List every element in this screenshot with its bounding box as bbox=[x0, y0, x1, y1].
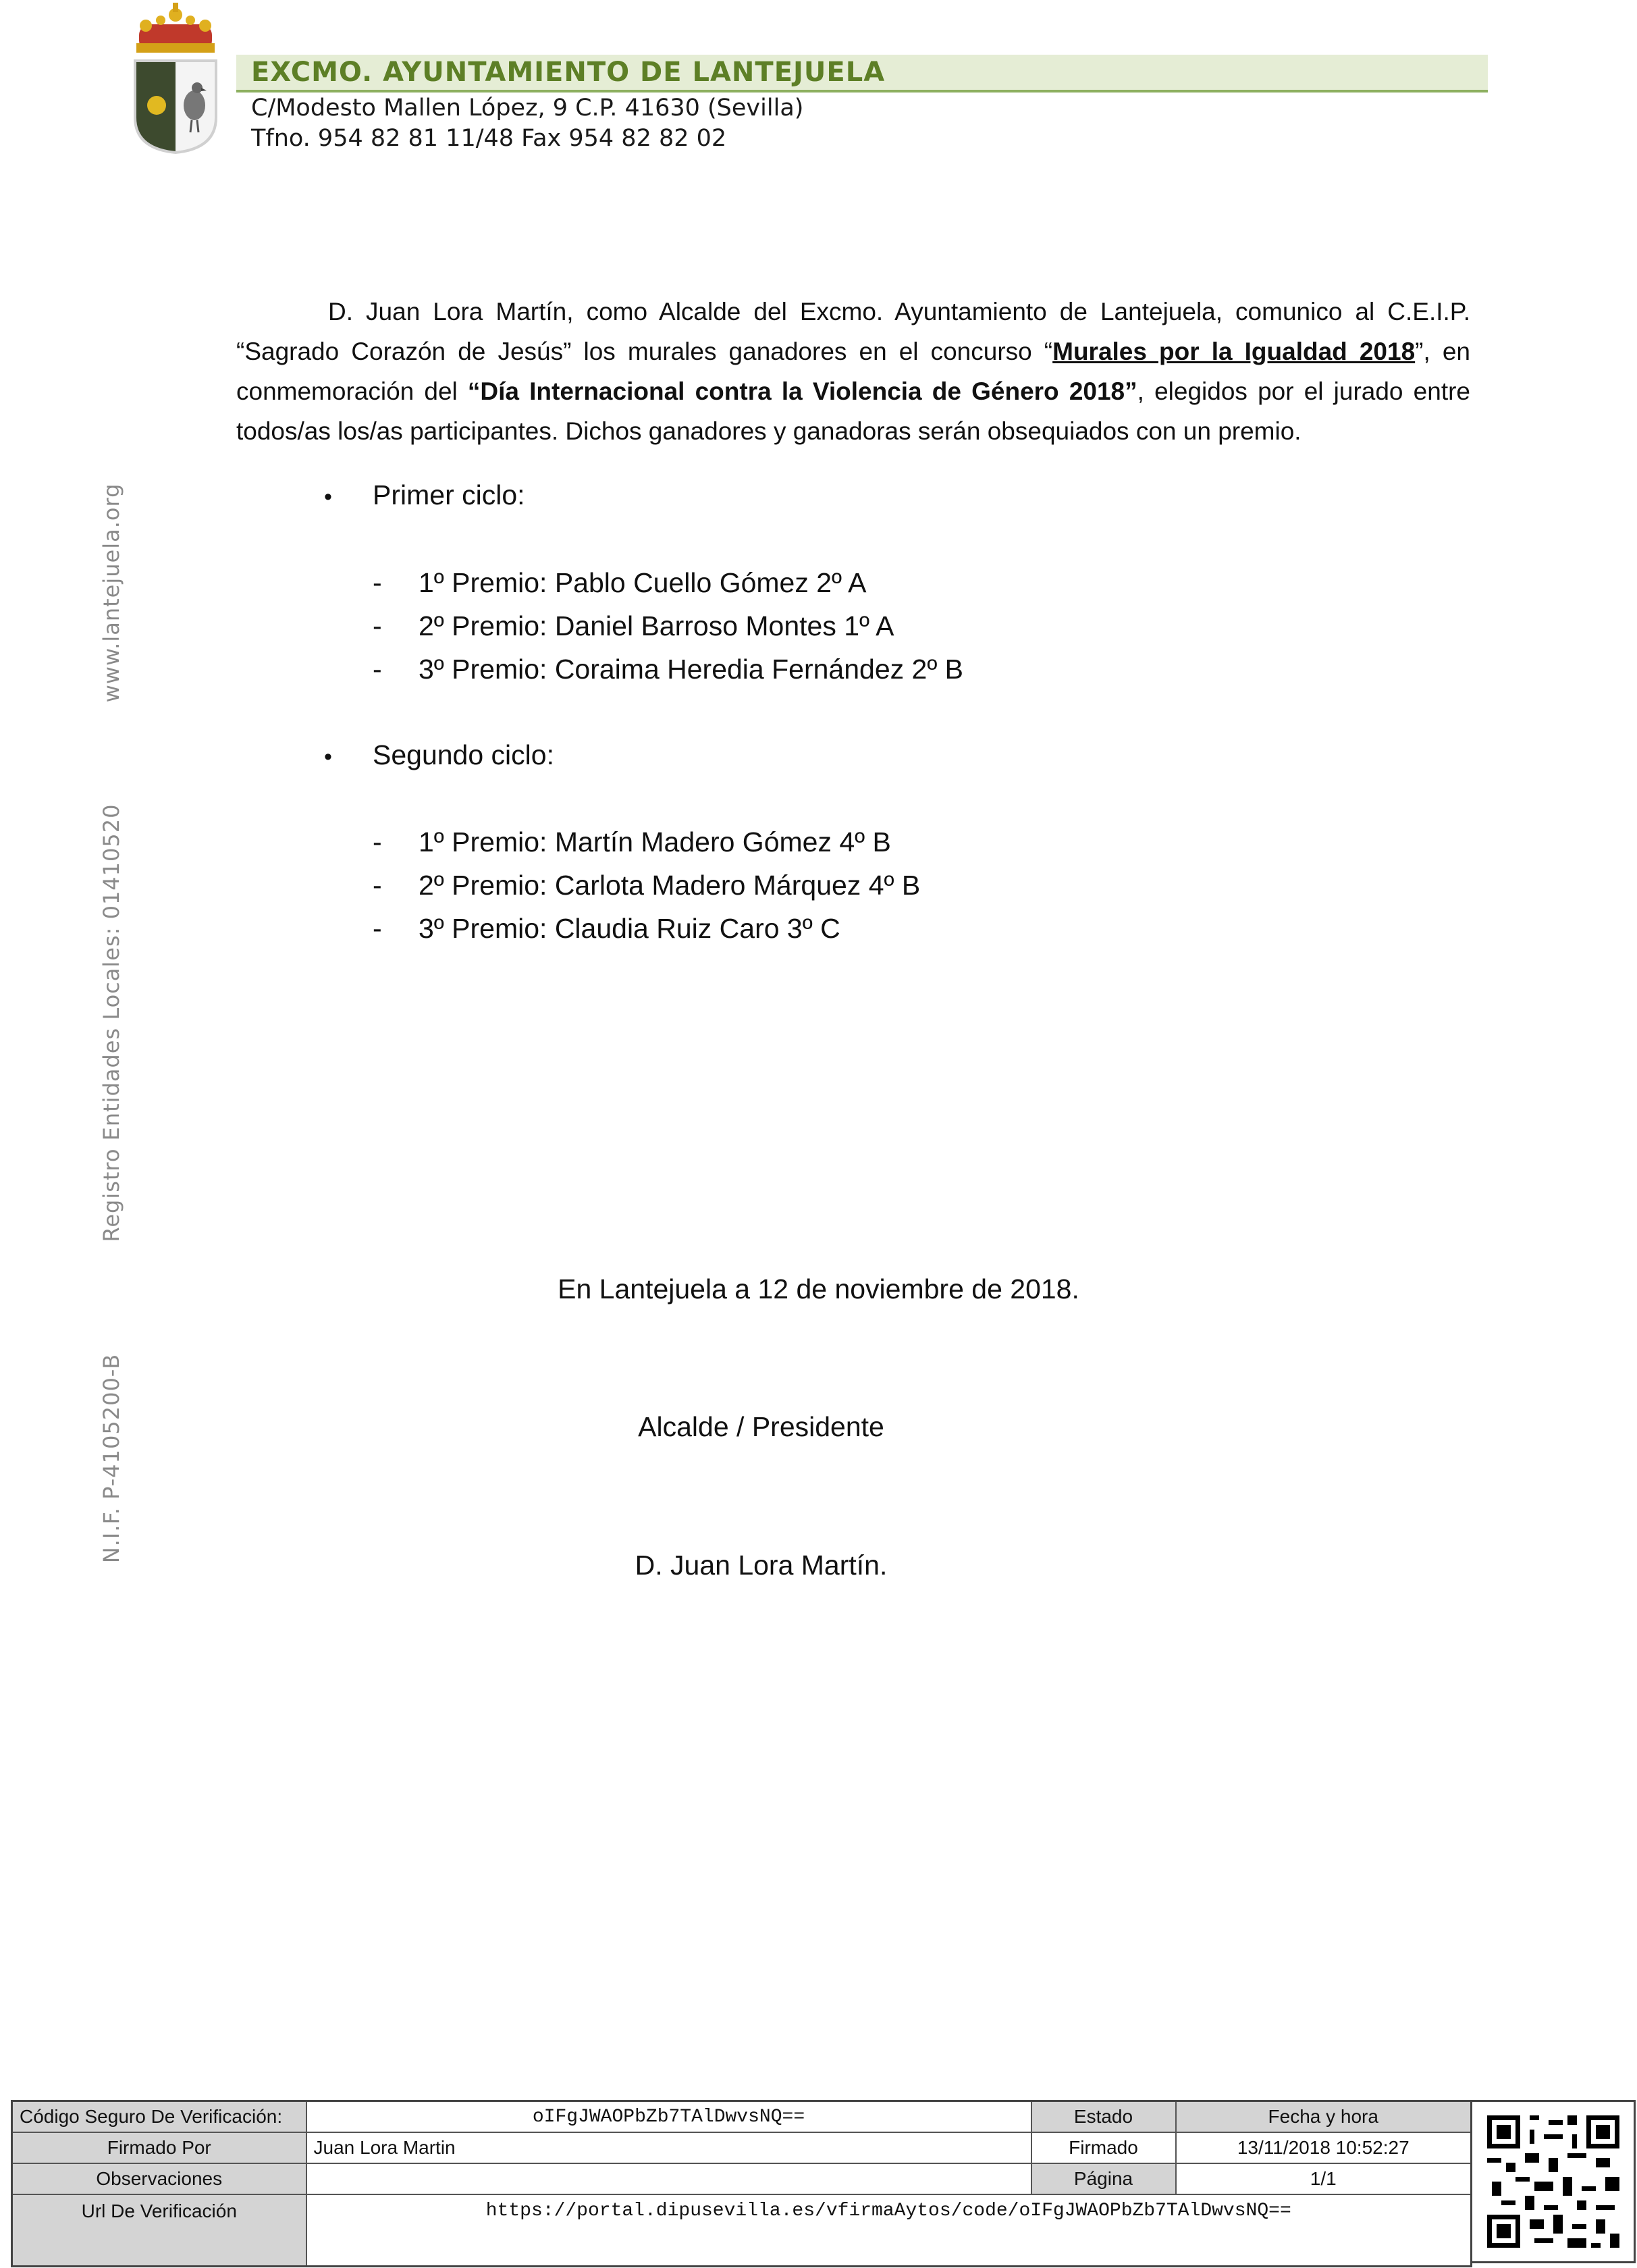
prize-text: 1º Premio: Pablo Cuello Gómez 2º A bbox=[419, 567, 867, 598]
prize-item bbox=[373, 654, 963, 685]
coat-of-arms-icon bbox=[130, 3, 221, 155]
website-vertical-text: www.lantejuela.org bbox=[99, 483, 124, 703]
status-label: Estado bbox=[1031, 2101, 1176, 2133]
code-label: Código Seguro De Verificación: bbox=[12, 2101, 306, 2133]
verification-url[interactable]: https://portal.dipusevilla.es/vfirmaAytos/code/oIFgJWAOPbZb7TAlDwvsNQ== bbox=[306, 2194, 1472, 2267]
datetime-label: Fecha y hora bbox=[1176, 2101, 1472, 2133]
intro-text-3: , elegidos por el jurado entre todos/as los/as participantes. Dichos ganadores y ganadoras serán obsequiados con un premio. bbox=[236, 377, 1471, 445]
prize-text: 2º Premio: Daniel Barroso Montes 1º A bbox=[419, 610, 894, 641]
prize-text: 2º Premio: Carlota Madero Márquez 4º B bbox=[419, 870, 921, 901]
prize-item bbox=[373, 567, 867, 599]
signer-role: Alcalde / Presidente bbox=[638, 1411, 884, 1442]
cycle-title: Segundo ciclo: bbox=[373, 739, 554, 770]
table-row bbox=[12, 2163, 1472, 2194]
registry-vertical-text: Registro Entidades Locales: 01410520 bbox=[99, 803, 124, 1242]
intro-paragraph bbox=[236, 292, 1470, 451]
table-row bbox=[12, 2132, 1472, 2163]
cycle-title: Primer ciclo: bbox=[373, 479, 525, 510]
table-row bbox=[12, 2194, 1472, 2267]
signature-verification-table bbox=[11, 2100, 1472, 2267]
dash-marker: - bbox=[373, 567, 382, 598]
qr-code-icon bbox=[1470, 2100, 1636, 2263]
code-value: oIFgJWAOPbZb7TAlDwvsNQ== bbox=[306, 2101, 1031, 2133]
observations-value bbox=[306, 2163, 1031, 2194]
datetime-value: 13/11/2018 10:52:27 bbox=[1176, 2132, 1472, 2163]
page-label: Página bbox=[1031, 2163, 1176, 2194]
page-value: 1/1 bbox=[1176, 2163, 1472, 2194]
url-label: Url De Verificación bbox=[12, 2194, 306, 2267]
prize-text: 1º Premio: Martín Madero Gómez 4º B bbox=[419, 826, 891, 858]
bullet-icon: • bbox=[324, 744, 332, 770]
signed-by-value: Juan Lora Martin bbox=[306, 2132, 1031, 2163]
prize-item bbox=[373, 610, 894, 642]
commemoration-name: “Día Internacional contra la Violencia de Género 2018” bbox=[467, 377, 1137, 405]
cycle-heading bbox=[324, 479, 525, 511]
dash-marker: - bbox=[373, 654, 382, 685]
address-line: C/Modesto Mallen López, 9 C.P. 41630 (Sevilla) bbox=[251, 95, 804, 122]
signed-by-label: Firmado Por bbox=[12, 2132, 306, 2163]
organization-title: EXCMO. AYUNTAMIENTO DE LANTEJUELA bbox=[251, 57, 886, 88]
prize-item bbox=[373, 826, 891, 858]
signer-name: D. Juan Lora Martín. bbox=[635, 1550, 888, 1581]
intro-text-1: D. Juan Lora Martín, como Alcalde del Excmo. Ayuntamiento de Lantejuela, comunico al C.E.I.P. “Sagrado Corazón de Jesús” los murales ganadores en el concurso “ bbox=[236, 298, 1470, 365]
phone-fax-line: Tfno. 954 82 81 11/48 Fax 954 82 82 02 bbox=[251, 125, 727, 152]
bullet-icon: • bbox=[324, 484, 332, 510]
prize-item bbox=[373, 913, 840, 945]
dash-marker: - bbox=[373, 610, 382, 641]
nif-vertical-text: N.I.F. P-4105200-B bbox=[99, 1353, 124, 1564]
observations-label: Observaciones bbox=[12, 2163, 306, 2194]
prize-text: 3º Premio: Claudia Ruiz Caro 3º C bbox=[419, 913, 840, 944]
cycle-heading bbox=[324, 739, 554, 771]
place-date: En Lantejuela a 12 de noviembre de 2018. bbox=[558, 1273, 1079, 1304]
intro-text-2: ”, en conmemoración del bbox=[236, 338, 1470, 405]
dash-marker: - bbox=[373, 826, 382, 858]
prize-item bbox=[373, 870, 920, 901]
table-row bbox=[12, 2101, 1472, 2133]
dash-marker: - bbox=[373, 870, 382, 901]
contest-name: Murales por la Igualdad 2018 bbox=[1052, 338, 1416, 365]
dash-marker: - bbox=[373, 913, 382, 944]
status-value: Firmado bbox=[1031, 2132, 1176, 2163]
prize-text: 3º Premio: Coraima Heredia Fernández 2º B bbox=[419, 654, 964, 685]
